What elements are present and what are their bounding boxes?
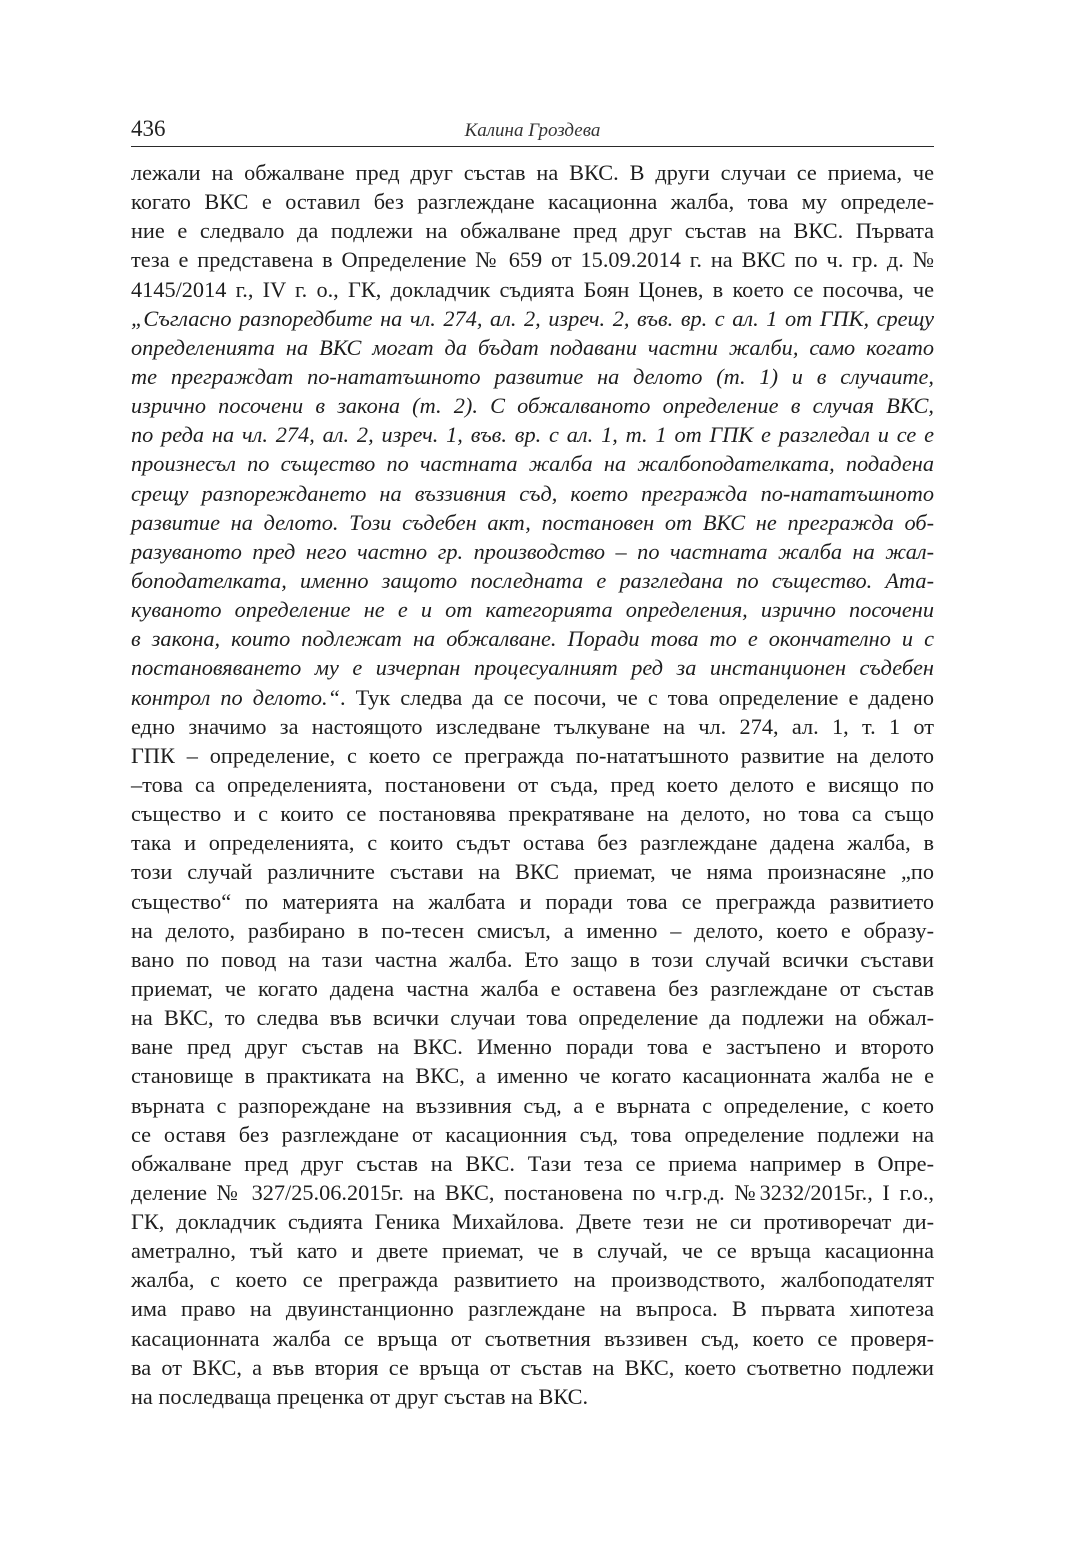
text-line — [131, 799, 934, 828]
body-text-run: ва от ВКС, а във втория се връща от състав на ВКС, което съответно подлежи — [131, 1354, 934, 1380]
text-line — [131, 624, 934, 653]
text-line — [131, 391, 934, 420]
text-line — [131, 1120, 934, 1149]
text-line — [131, 945, 934, 974]
body-text-run: същество и с които се постановява прекратяване на делото, но това са също — [131, 801, 934, 827]
text-line — [131, 683, 934, 712]
text-line — [131, 1265, 934, 1294]
text-line — [131, 595, 934, 624]
body-text-run: ГК, докладчик съдията Геника Михайлова. Двете тези не си противоречат ди- — [131, 1209, 934, 1235]
body-text-run: –това са определенията, постановени от съда, пред което делото е висящо по — [131, 771, 934, 797]
quoted-text: „Съгласно разпоредбите на чл. 274, ал. 2, изреч. 2, във. вр. с ал. 1 от ГПК, срещу — [131, 305, 934, 331]
text-line — [131, 1091, 934, 1120]
quoted-text: куваното определение не е и от категорията определения, изрично посочени — [131, 597, 934, 623]
text-line — [131, 420, 934, 449]
body-text-run: има право на двуинстанционно разглеждане на въпроса. В първата хипотеза — [131, 1296, 934, 1322]
text-line — [131, 333, 934, 362]
body-text-run: на делото, разбирано в по-тесен смисъл, а именно – делото, което е образу- — [131, 917, 934, 943]
text-line — [131, 887, 934, 916]
text-line — [131, 479, 934, 508]
body-text-run: този случай различните състави на ВКС приемат, че няма произнасяне „по — [131, 859, 934, 885]
body-text-run: върната с разпореждане на въззивния съд, а е върната с определение, с което — [131, 1092, 934, 1118]
text-line — [131, 1032, 934, 1061]
body-text — [131, 158, 934, 1411]
body-text-run: деление № 327/25.06.2015г. на ВКС, постановена по ч.гр.д. №3232/2015г., I г.о., — [131, 1179, 934, 1205]
text-line — [131, 1382, 934, 1411]
quoted-text: изрично посочени в закона (т. 2). С обжалваното определение в случая ВКС, — [131, 393, 934, 419]
body-text-run: ние е следвало да подлежи на обжалване пред друг състав на ВКС. Първата — [131, 218, 934, 244]
text-line — [131, 1178, 934, 1207]
quoted-text: по реда на чл. 274, ал. 2, изреч. 1, във. вр. с ал. 1, т. 1 от ГПК е разгледал и се е — [131, 422, 934, 448]
quoted-text: постановяването му е изчерпан процесуалният ред за инстанционен съдебен — [131, 655, 934, 681]
text-line — [131, 857, 934, 886]
quoted-text: в закона, които подлежат на обжалване. Поради това то е окончателно и с — [131, 626, 934, 652]
quoted-text: определенията на ВКС могат да бъдат подавани частни жалби, само когато — [131, 334, 934, 360]
text-line — [131, 304, 934, 333]
quoted-text: срещу разпореждането на въззивния съд, което прегражда по-нататъшното — [131, 480, 934, 506]
text-line — [131, 1003, 934, 1032]
body-text-run: обжалване пред друг състав на ВКС. Тази теза се приема например в Опре- — [131, 1150, 934, 1176]
text-line — [131, 275, 934, 304]
body-text-run: приемат, че когато дадена частна жалба е оставена без разглеждане от състав — [131, 975, 934, 1001]
body-text-run: лежали на обжалване пред друг състав на ВКС. В други случаи се приема, че — [131, 160, 934, 185]
body-text-run: теза е представена в Определение № 659 от 15.09.2014 г. на ВКС по ч. гр. д. № — [131, 247, 934, 273]
text-line — [131, 741, 934, 770]
text-line — [131, 653, 934, 682]
text-line — [131, 449, 934, 478]
body-text-run: 4145/2014 г., IV г. о., ГК, докладчик съдията Боян Цонев, в което се посочва, че — [131, 276, 934, 302]
body-text-run: ГПК – определение, с което се прегражда по-нататъшното развитие на делото — [131, 742, 934, 768]
text-line — [131, 537, 934, 566]
text-line — [131, 362, 934, 391]
body-text-run: едно значимо за настоящото изследване тълкуване на чл. 274, ал. 1, т. 1 от — [131, 713, 934, 739]
body-text-run: така и определенията, с които съдът остава без разглеждане дадена жалба, в — [131, 830, 934, 856]
text-line — [131, 1353, 934, 1382]
text-line — [131, 216, 934, 245]
text-line — [131, 916, 934, 945]
text-line — [131, 1149, 934, 1178]
text-line — [131, 974, 934, 1003]
body-text-run: когато ВКС е оставил без разглеждане касационна жалба, това му определе- — [131, 189, 934, 215]
body-text-run: . Тук следва да се посочи, че с това определение е дадено — [340, 684, 934, 710]
text-line — [131, 770, 934, 799]
text-line — [131, 508, 934, 537]
text-line — [131, 1207, 934, 1236]
text-line — [131, 1294, 934, 1323]
running-head: Калина Гроздева — [464, 120, 601, 141]
body-text-run: аметрално, тъй като и двете приемат, че в случай, че се връща касационна — [131, 1238, 934, 1264]
body-text-run: вано по повод на тази частна жалба. Ето защо в този случай всички състави — [131, 946, 934, 972]
text-line — [131, 566, 934, 595]
page-header — [131, 112, 934, 147]
quoted-text: произнесъл по същество по частната жалба на жалбоподателката, подадена — [131, 451, 934, 477]
body-text-run: същество“ по материята на жалбата и поради това се прегражда развитието — [131, 888, 934, 914]
quoted-text: те преграждат по-нататъшното развитие на делото (т. 1) и в случаите, — [131, 363, 934, 389]
body-text-run: на последваща преценка от друг състав на ВКС. — [131, 1383, 589, 1409]
body-text-run: жалба, с което се прегражда развитието на производството, жалбоподателят — [131, 1267, 934, 1293]
body-text-run: становище в практиката на ВКС, а именно че когато касационната жалба не е — [131, 1063, 934, 1089]
body-text-run: на ВКС, то следва във всички случаи това определение да подлежи на обжал- — [131, 1005, 934, 1031]
body-text-run: касационната жалба се връща от съответния въззивен съд, което се проверя- — [131, 1325, 934, 1351]
text-line — [131, 187, 934, 216]
text-line — [131, 1324, 934, 1353]
body-text-run: ване пред друг състав на ВКС. Именно поради това е застъпено и второто — [131, 1034, 934, 1060]
quoted-text: контрол по делото.“ — [131, 684, 341, 710]
quoted-text: боподателката, именно защото последната е разгледана по същество. Ата- — [131, 567, 934, 593]
body-text-run: се оставя без разглеждане от касационния съд, това определение подлежи на — [131, 1121, 934, 1147]
page-number: 436 — [131, 116, 166, 141]
text-line — [131, 245, 934, 274]
text-line — [131, 828, 934, 857]
text-line — [131, 1236, 934, 1265]
text-line — [131, 712, 934, 741]
text-line — [131, 158, 934, 187]
text-line — [131, 1061, 934, 1090]
quoted-text: развитие на делото. Този съдебен акт, постановен от ВКС не прегражда об- — [131, 509, 934, 535]
quoted-text: разуваното пред него частно гр. производство – по частната жалба на жал- — [131, 538, 934, 564]
